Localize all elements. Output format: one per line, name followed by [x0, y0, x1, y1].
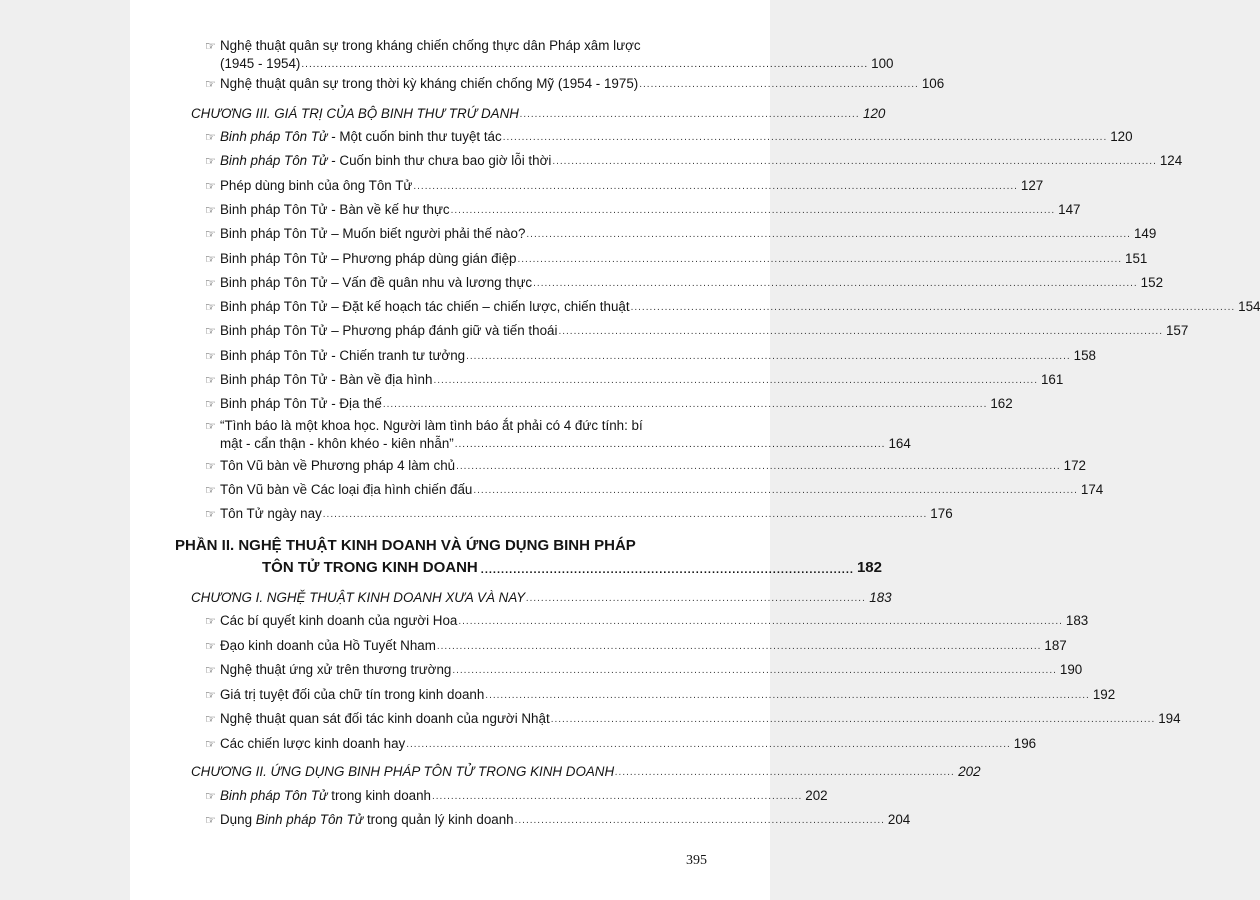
- toc-entry-page: 172: [1063, 458, 1086, 473]
- toc-entry: [205, 481, 1104, 499]
- leader-dots: ................................................................................................................................................................: [458, 616, 1063, 627]
- page-number: 395: [686, 853, 707, 868]
- toc-entry-title: Nghệ thuật quan sát đối tác kinh doanh của người Nhật: [220, 711, 550, 726]
- toc-entry-page: 176: [930, 506, 953, 521]
- toc-entry-title: Tôn Tử ngày nay: [220, 506, 322, 521]
- leader-dots: ................................................................................................................................................................: [433, 375, 1038, 386]
- toc-entry-title: Nghệ thuật quân sự trong thời kỳ kháng chiến chống Mỹ (1954 - 1975): [220, 76, 639, 91]
- hand-pointer-icon: ☞: [205, 507, 216, 521]
- toc-entry: [205, 637, 1067, 655]
- toc-entry-title: Binh pháp Tôn Tử – Vấn đề quân nhu và lương thực: [220, 274, 533, 290]
- leader-dots: ................................................................................................................................................................: [485, 689, 1090, 701]
- toc-entry: [205, 298, 1260, 316]
- leader-dots: ................................................................................................................................................................: [413, 180, 1018, 192]
- leader-dots: ............................................................................................: [480, 564, 854, 576]
- toc-entry-title: Các chiến lược kinh doanh hay: [220, 735, 406, 751]
- toc-entry-title: Binh pháp Tôn Tử - Chiến tranh tư tưởng: [220, 347, 466, 363]
- toc-entry: [205, 274, 1164, 292]
- toc-entry: [205, 612, 1089, 630]
- chapter-title: CHƯƠNG I. NGHỆ THUẬT KINH DOANH XƯA VÀ NAY: [191, 590, 526, 605]
- hand-pointer-icon: ☞: [205, 638, 216, 653]
- table-of-contents: [130, 0, 1260, 900]
- hand-pointer-icon: ☞: [205, 614, 216, 628]
- toc-entry-page: 162: [990, 396, 1013, 412]
- toc-entry-title: Binh pháp Tôn Tử - Một cuốn binh thư tuyệt tác: [220, 129, 502, 144]
- toc-entry-page: 183: [1065, 613, 1089, 628]
- leader-dots: ................................................................................................................................................................: [533, 277, 1138, 289]
- hand-pointer-icon: ☞: [205, 789, 216, 803]
- toc-entry-page: 127: [1020, 177, 1044, 193]
- leader-dots: ................................................................................................................................................................: [456, 461, 1061, 472]
- toc-entry-title: Binh pháp Tôn Tử – Muốn biết người phải thế nào?: [220, 226, 526, 242]
- chapter-page: 120: [863, 106, 886, 121]
- hand-pointer-icon: ☞: [205, 300, 216, 315]
- toc-entry-page: 158: [1073, 347, 1096, 363]
- toc-entry-page: 204: [887, 812, 911, 827]
- part-title: PHẦN II. NGHỆ THUẬT KINH DOANH VÀ ỨNG DỤNG BINH PHÁP: [175, 537, 636, 554]
- chapter-page: 202: [958, 764, 981, 779]
- toc-entry: [205, 75, 945, 93]
- leader-dots: ................................................................................................................................................................: [382, 399, 988, 411]
- leader-dots: ..........................................................................................: [615, 767, 956, 778]
- part-page: 182: [856, 559, 882, 576]
- toc-entry-title: Đạo kinh doanh của Hồ Tuyết Nham: [220, 637, 436, 653]
- hand-pointer-icon: ☞: [205, 813, 216, 827]
- toc-entry-page: 124: [1159, 153, 1183, 169]
- toc-entry-page: 120: [1110, 129, 1133, 144]
- leader-dots: ................................................................................................................................................................: [550, 714, 1156, 725]
- hand-pointer-icon: ☞: [205, 251, 216, 266]
- toc-entry-page: 147: [1058, 201, 1081, 217]
- toc-entry-title: Tôn Vũ bàn về Các loại địa hình chiến đấu: [220, 482, 473, 497]
- toc-entry: [205, 347, 1096, 365]
- toc-entry-title: Dụng Binh pháp Tôn Tử trong quản lý kinh doanh: [220, 812, 514, 827]
- hand-pointer-icon: ☞: [205, 736, 216, 751]
- toc-entry-title: Binh pháp Tôn Tử - Địa thế: [220, 396, 382, 412]
- toc-entry: [205, 177, 1044, 195]
- hand-pointer-icon: ☞: [205, 712, 216, 726]
- toc-entry: [205, 152, 1183, 170]
- toc-entry-title: Binh pháp Tôn Tử – Đặt kế hoạch tác chiến – chiến lược, chiến thuật: [220, 299, 630, 315]
- toc-entry-page: 152: [1140, 274, 1164, 290]
- hand-pointer-icon: ☞: [205, 227, 216, 242]
- toc-entry: [205, 395, 1013, 413]
- leader-dots: ..........................................................................................: [526, 593, 867, 604]
- toc-entry: [205, 661, 1083, 679]
- toc-entry-page: 192: [1092, 686, 1116, 702]
- hand-pointer-icon: ☞: [205, 373, 216, 387]
- toc-entry-title: Nghệ thuật quân sự trong kháng chiến chống thực dân Pháp xâm lược: [220, 38, 641, 53]
- toc-entry-page: 202: [805, 788, 828, 803]
- leader-dots: ................................................................................................................................................................: [502, 132, 1108, 143]
- leader-dots: ..................................................................................................................: [454, 439, 886, 450]
- toc-entry: [205, 225, 1157, 243]
- toc-entry-title: Binh pháp Tôn Tử – Phương pháp dùng gián điệp: [220, 250, 517, 266]
- toc-entry: [205, 457, 1086, 475]
- leader-dots: ................................................................................................................................................................: [552, 156, 1157, 168]
- hand-pointer-icon: ☞: [205, 419, 216, 433]
- toc-entry: [205, 371, 1064, 389]
- toc-entry-title: Các bí quyết kinh doanh của người Hoa: [220, 613, 458, 628]
- hand-pointer-icon: ☞: [205, 348, 216, 363]
- chapter-title: CHƯƠNG III. GIÁ TRỊ CỦA BỘ BINH THƯ TRỨ DANH: [191, 106, 519, 121]
- toc-entry-page: 106: [921, 76, 945, 91]
- hand-pointer-icon: ☞: [205, 275, 216, 290]
- leader-dots: ..........................................................................: [639, 79, 919, 90]
- toc-entry-title: Binh pháp Tôn Tử - Bàn về kế hư thực: [220, 201, 450, 217]
- leader-dots: ................................................................................................................................................................: [473, 485, 1078, 496]
- toc-entry-title: Giá trị tuyệt đối của chữ tín trong kinh doanh: [220, 686, 485, 702]
- toc-entry: [205, 735, 1037, 753]
- book-page: [130, 0, 1260, 900]
- toc-entry: [205, 250, 1148, 268]
- toc-entry-title: Nghệ thuật ứng xử trên thương trường: [220, 662, 452, 677]
- toc-entry-page: 194: [1158, 711, 1181, 726]
- toc-entry: [205, 811, 911, 829]
- toc-entry: [205, 710, 1181, 728]
- leader-dots: ................................................................................................................................................................: [630, 302, 1236, 314]
- toc-entry-title: “Tình báo là một khoa học. Người làm tình báo ắt phải có 4 đức tính: bí: [220, 418, 643, 433]
- leader-dots: ......................................................................................................................................................: [301, 59, 869, 70]
- toc-entry-page: 164: [888, 436, 911, 451]
- toc-entry: [205, 201, 1081, 219]
- chapter-heading: [191, 763, 981, 781]
- toc-entry-title: Binh pháp Tôn Tử - Bàn về địa hình: [220, 372, 433, 387]
- leader-dots: ................................................................................................................................................................: [452, 665, 1057, 676]
- toc-entry-title-cont: (1945 - 1954): [220, 56, 301, 71]
- hand-pointer-icon: ☞: [205, 202, 216, 217]
- leader-dots: ................................................................................................................................................................: [322, 509, 928, 520]
- toc-entry-page: 174: [1080, 482, 1104, 497]
- hand-pointer-icon: ☞: [205, 130, 216, 144]
- toc-entry: [205, 128, 1133, 146]
- toc-entry-page: 187: [1044, 637, 1067, 653]
- hand-pointer-icon: ☞: [205, 687, 216, 702]
- toc-entry: [205, 686, 1116, 704]
- leader-dots: ................................................................................................................................................................: [436, 640, 1042, 652]
- leader-dots: ................................................................................................................................................................: [406, 738, 1011, 750]
- leader-dots: ................................................................................................................................................................: [450, 204, 1056, 216]
- toc-entry-page: 157: [1165, 323, 1189, 339]
- chapter-heading: [191, 105, 886, 123]
- toc-entry-title: Binh pháp Tôn Tử trong kinh doanh: [220, 788, 431, 803]
- leader-dots: ..................................................................................................: [431, 791, 803, 802]
- hand-pointer-icon: ☞: [205, 483, 216, 497]
- toc-entry-title: Binh pháp Tôn Tử – Phương pháp đánh giữ và tiến thoái: [220, 323, 558, 339]
- toc-entry-page: 149: [1133, 226, 1157, 242]
- hand-pointer-icon: ☞: [205, 397, 216, 412]
- toc-entry-title: Phép dùng binh của ông Tôn Tử: [220, 177, 413, 193]
- toc-entry-page: 161: [1040, 372, 1064, 387]
- toc-entry-page: 190: [1059, 662, 1083, 677]
- hand-pointer-icon: ☞: [205, 178, 216, 193]
- hand-pointer-icon: ☞: [205, 39, 216, 53]
- hand-pointer-icon: ☞: [205, 663, 216, 677]
- leader-dots: ................................................................................................................................................................: [517, 253, 1123, 265]
- hand-pointer-icon: ☞: [205, 77, 216, 91]
- chapter-title: CHƯƠNG II. ỨNG DỤNG BINH PHÁP TÔN TỬ TRONG KINH DOANH: [191, 764, 615, 779]
- chapter-page: 183: [869, 590, 892, 605]
- toc-entry: [205, 787, 828, 805]
- toc-entry-page: 100: [871, 56, 894, 71]
- toc-entry-page: 154: [1238, 299, 1260, 315]
- leader-dots: ..................................................................................................: [514, 815, 885, 826]
- hand-pointer-icon: ☞: [205, 459, 216, 473]
- toc-entry-title: Binh pháp Tôn Tử - Cuốn binh thư chưa bao giờ lỗi thời: [220, 153, 552, 169]
- leader-dots: ................................................................................................................................................................: [466, 350, 1071, 362]
- toc-entry: [205, 505, 953, 523]
- chapter-heading: [191, 589, 892, 607]
- toc-entry-title-cont: mật - cẩn thận - khôn khéo - kiên nhẫn”: [220, 436, 454, 451]
- toc-entry-page: 196: [1013, 735, 1037, 751]
- part-title-cont: TÔN TỬ TRONG KINH DOANH: [262, 559, 478, 576]
- toc-entry-title: Tôn Vũ bàn về Phương pháp 4 làm chủ: [220, 458, 456, 473]
- hand-pointer-icon: ☞: [205, 154, 216, 169]
- hand-pointer-icon: ☞: [205, 324, 216, 339]
- toc-entry-page: 151: [1125, 250, 1148, 266]
- leader-dots: ................................................................................................................................................................: [526, 229, 1131, 241]
- toc-entry: [205, 322, 1189, 340]
- leader-dots: ..........................................................................................: [519, 109, 860, 120]
- leader-dots: ................................................................................................................................................................: [558, 326, 1163, 338]
